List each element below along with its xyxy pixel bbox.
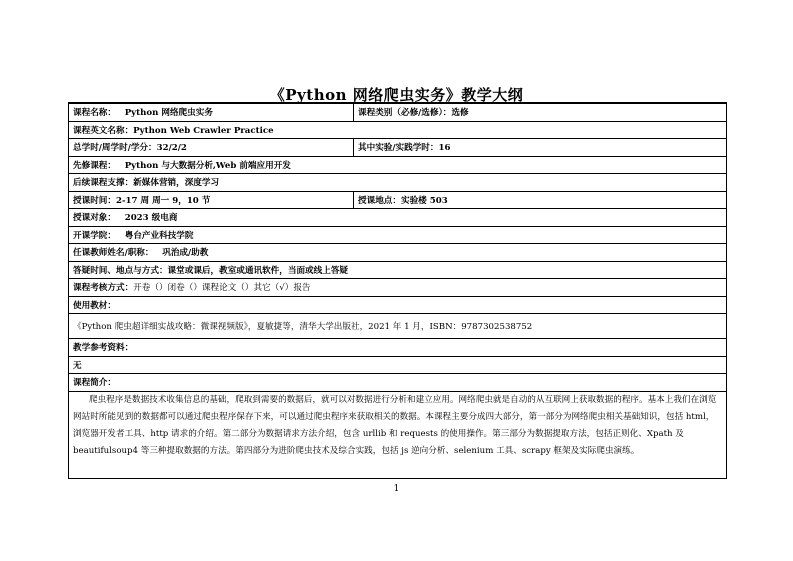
row-teacher bbox=[69, 244, 727, 262]
college-label: 开课学院： bbox=[73, 230, 116, 241]
reference-label: 教学参考资料： bbox=[73, 343, 134, 354]
row-assess bbox=[69, 279, 727, 297]
time-label: 授课时间： bbox=[73, 195, 116, 206]
assess-label: 课程考核方式： bbox=[73, 283, 134, 294]
cell-hours bbox=[69, 139, 354, 157]
college-value: 粤台产业科技学院 bbox=[124, 230, 194, 241]
course-name-value: Python 网络爬虫实务 bbox=[124, 108, 213, 119]
target-value: 2023 级电商 bbox=[124, 213, 178, 224]
row-prereq bbox=[69, 156, 727, 174]
row-intro-label bbox=[69, 374, 727, 392]
english-name-label: 课程英文名称： bbox=[73, 125, 134, 136]
time-value: 2-17 周 周一 9，10 节 bbox=[115, 195, 211, 206]
row-reference-label bbox=[69, 339, 727, 357]
intro-label: 课程简介： bbox=[73, 378, 116, 389]
cell-lab-hours bbox=[354, 139, 727, 157]
prereq-label: 先修课程： bbox=[73, 160, 116, 171]
cell-textbook-label bbox=[69, 296, 727, 314]
course-type-value: 选修 bbox=[451, 108, 469, 119]
cell-assess bbox=[69, 279, 727, 297]
cell-teacher bbox=[69, 244, 727, 262]
assess-value: 开卷（）闭卷（）课程论文（）其它（√）报告 bbox=[133, 283, 311, 294]
cell-prereq bbox=[69, 156, 727, 174]
teacher-label: 任课教师姓名/职称： bbox=[73, 248, 154, 259]
row-follow bbox=[69, 174, 727, 192]
cell-follow bbox=[69, 174, 727, 192]
row-time bbox=[69, 191, 727, 209]
cell-reference-label bbox=[69, 339, 727, 357]
hours-label: 总学时/周学时/学分： bbox=[73, 143, 157, 154]
place-value: 实验楼 503 bbox=[400, 195, 448, 206]
row-reference bbox=[69, 356, 727, 374]
lab-hours-value: 16 bbox=[438, 143, 451, 154]
cell-course-name bbox=[69, 103, 354, 121]
lab-hours-label: 其中实验/实践学时： bbox=[358, 143, 439, 154]
cell-place bbox=[354, 191, 727, 209]
cell-qa bbox=[69, 261, 727, 279]
cell-course-type bbox=[354, 103, 727, 121]
row-hours bbox=[69, 139, 727, 157]
english-name-value: Python Web Crawler Practice bbox=[133, 125, 274, 136]
row-college bbox=[69, 226, 727, 244]
qa-label: 答疑时间、地点与方式： bbox=[73, 265, 168, 276]
prereq-value: Python 与大数据分析,Web 前端应用开发 bbox=[124, 160, 291, 171]
cell-college bbox=[69, 226, 727, 244]
document-title: 《Python 网络爬虫实务》教学大纲 bbox=[269, 86, 524, 104]
row-textbook-label bbox=[69, 296, 727, 314]
cell-target bbox=[69, 209, 727, 227]
row-textbook bbox=[69, 314, 727, 339]
reference-value: 无 bbox=[73, 360, 82, 371]
hours-value: 32/2/2 bbox=[156, 143, 187, 154]
cell-english-name bbox=[69, 121, 727, 139]
cell-textbook bbox=[69, 314, 727, 339]
row-qa bbox=[69, 261, 727, 279]
cell-reference bbox=[69, 356, 727, 374]
cell-time bbox=[69, 191, 354, 209]
intro-text: 爬虫程序是数据技术收集信息的基础，爬取到需要的数据后，就可以对数据进行分析和建立应用。网络爬虫就是自动的从互联网上获取数据的程序。基本上我们在浏览网站时所能见到的数据都可以通过爬虫程序保存下来，可以通过爬虫程序来获取相关的数据。本课程主要分成四大部分，第一部分为网络爬虫相关基础知识，包括 html，浏览器开发者工具、http 请求的介绍。第二部分为数据请求方法介绍，包含 urllib 和 requests 的使用操作。第三部分为数据提取方法，包括正则化、Xpath 及 beautifulsoup4 等三种提取数据的方法。第四部分为进阶爬虫技术及综合实践，包括 js 逆向分析、selenium 工具、scrapy 框架及实际爬虫演练。 bbox=[73, 394, 717, 457]
cell-intro bbox=[69, 391, 727, 478]
follow-label: 后续课程支撑： bbox=[73, 178, 134, 189]
row-target bbox=[69, 209, 727, 227]
place-label: 授课地点： bbox=[358, 195, 401, 206]
course-type-label: 课程类别（必修/选修）： bbox=[358, 108, 452, 119]
page-number: 1 bbox=[393, 484, 400, 494]
textbook-value: 《Python 爬虫超详细实战攻略：微课视频版》，夏敏捷等，清华大学出版社，2021 年 1 月，ISBN：9787302538752 bbox=[73, 322, 533, 332]
course-name-label: 课程名称： bbox=[73, 108, 116, 119]
row-english-name bbox=[69, 121, 727, 139]
target-label: 授课对象： bbox=[73, 213, 116, 224]
cell-intro-label bbox=[69, 374, 727, 392]
syllabus-table bbox=[68, 102, 727, 479]
textbook-label: 使用教材： bbox=[73, 300, 116, 311]
teacher-value: 巩治成/助教 bbox=[162, 248, 209, 259]
row-intro bbox=[69, 391, 727, 478]
follow-value: 新媒体营销，深度学习 bbox=[133, 178, 220, 189]
qa-value: 课堂或课后，教室或通讯软件，当面或线上答疑 bbox=[167, 265, 349, 276]
row-course-name bbox=[69, 103, 727, 121]
